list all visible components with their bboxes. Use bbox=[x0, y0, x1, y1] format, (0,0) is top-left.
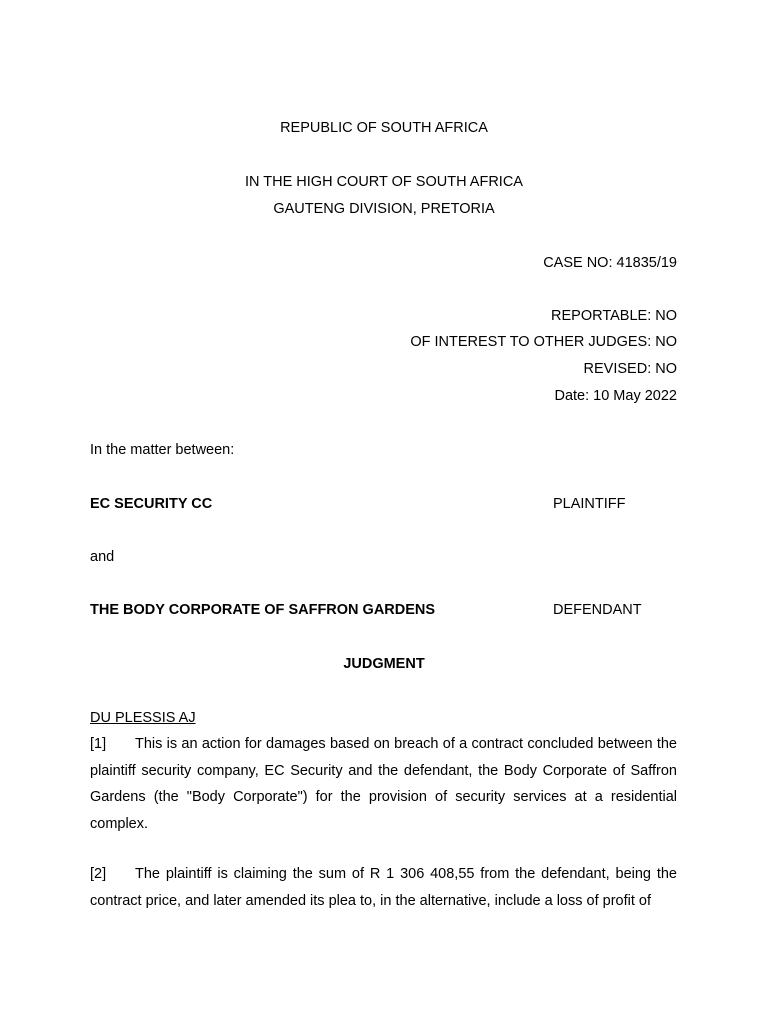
judge-name: DU PLESSIS AJ bbox=[90, 710, 196, 726]
division-heading: GAUTENG DIVISION, PRETORIA bbox=[273, 201, 495, 217]
matter-intro: In the matter between: bbox=[90, 442, 235, 458]
plaintiff-role: PLAINTIFF bbox=[553, 496, 626, 512]
paragraph-1 bbox=[90, 731, 677, 837]
paragraph-number: [2] bbox=[90, 866, 107, 882]
revised-status: REVISED: NO bbox=[583, 361, 677, 377]
and-connector: and bbox=[90, 549, 115, 565]
judgment-heading: JUDGMENT bbox=[343, 656, 425, 672]
reportable-status: REPORTABLE: NO bbox=[551, 308, 677, 324]
case-number: CASE NO: 41835/19 bbox=[543, 255, 677, 271]
paragraph-text: The plaintiff is claiming the sum of R 1 306 408,55 from the defendant, being the contract price, and later amended its plea to, in the alternative, include a loss of profit of bbox=[90, 866, 677, 909]
paragraph-number: [1] bbox=[90, 736, 107, 752]
defendant-name: THE BODY CORPORATE OF SAFFRON GARDENS bbox=[90, 602, 436, 618]
republic-heading: REPUBLIC OF SOUTH AFRICA bbox=[280, 120, 488, 136]
paragraph-2 bbox=[90, 861, 677, 914]
paragraph-text: This is an action for damages based on breach of a contract concluded between the plaintiff security company, EC Security and the defendant, the Body Corporate of Saffron Gardens (the "Body Corporate") for the provision of security services at a residential complex. bbox=[90, 736, 677, 832]
defendant-role: DEFENDANT bbox=[553, 602, 642, 618]
of-interest-status: OF INTEREST TO OTHER JUDGES: NO bbox=[410, 334, 677, 350]
plaintiff-name: EC SECURITY CC bbox=[90, 496, 213, 512]
court-heading: IN THE HIGH COURT OF SOUTH AFRICA bbox=[245, 174, 523, 190]
judgment-date: Date: 10 May 2022 bbox=[554, 388, 677, 404]
